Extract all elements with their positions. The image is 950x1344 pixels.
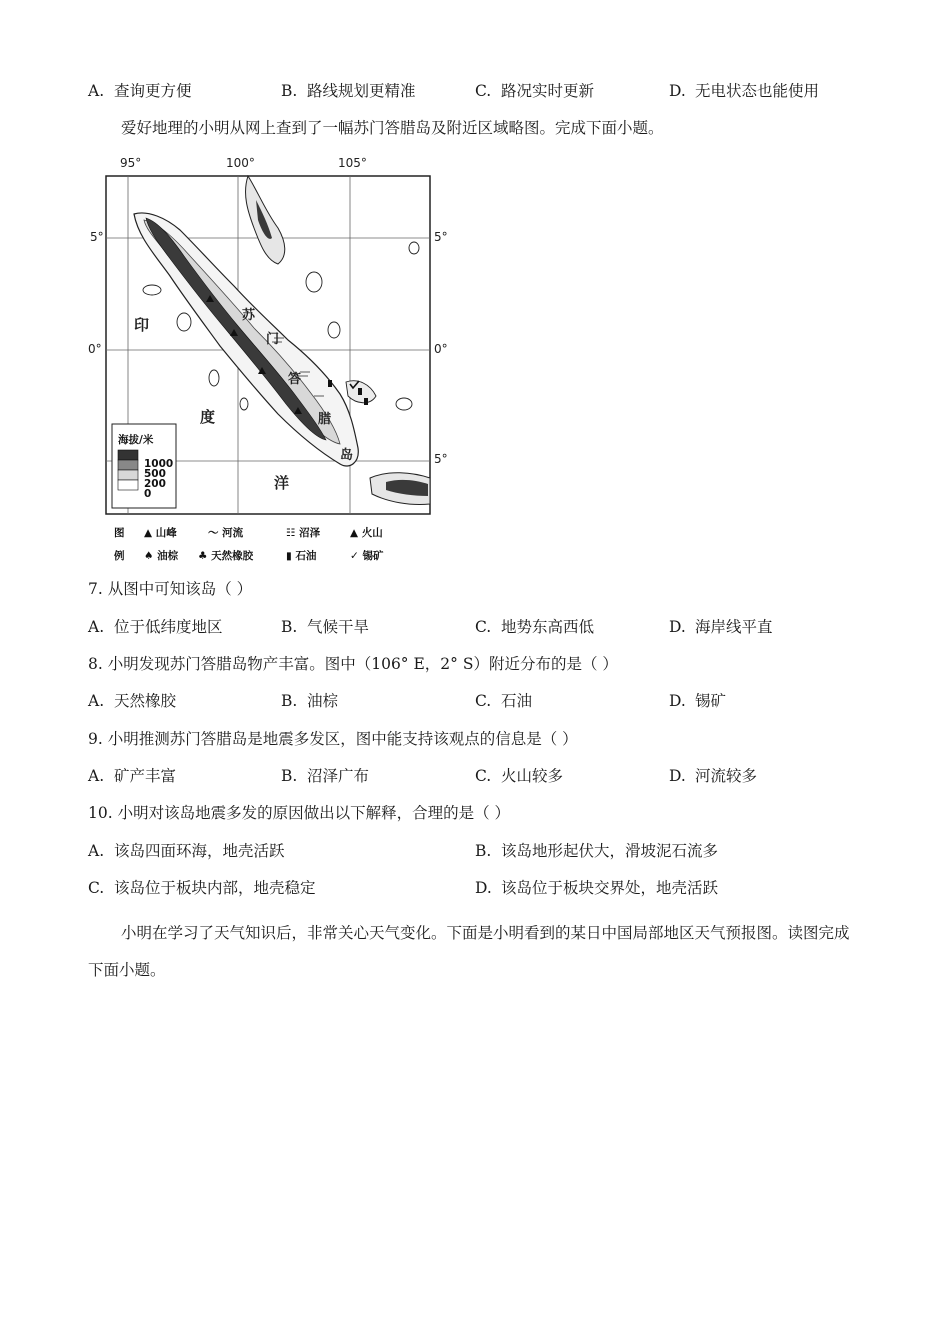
- legend-swatch-0: [118, 480, 138, 490]
- sumatra-map-figure: [88, 152, 460, 572]
- option-letter: C.: [475, 82, 492, 100]
- option-letter: A.: [88, 618, 105, 636]
- sumatra-map: [88, 152, 460, 572]
- lat-tick-left-5n: 5°: [90, 230, 104, 244]
- option-text: 河流较多: [695, 767, 758, 785]
- legend-swatch-500: [118, 460, 138, 470]
- option-text: 路线规划更精准: [307, 82, 416, 100]
- option-text: 该岛四面环海，地壳活跃: [114, 842, 285, 860]
- q7-option-a: [88, 617, 223, 637]
- option-letter: C.: [475, 692, 492, 710]
- option-text: 石油: [501, 692, 533, 710]
- legend-volcano-label: 火山: [361, 527, 383, 539]
- option-letter: B.: [475, 842, 492, 860]
- mentawai-island: [209, 370, 219, 386]
- option-text: 该岛位于板块内部，地壳稳定: [114, 879, 316, 897]
- option-letter: D.: [669, 767, 686, 785]
- q8-option-c: [475, 691, 532, 711]
- option-letter: A.: [88, 842, 105, 860]
- q9-option-b: [281, 766, 369, 786]
- legend-swatch-1000: [118, 450, 138, 460]
- oil-icon: ▮: [286, 550, 292, 562]
- island-label-dao: 岛: [340, 448, 354, 463]
- oil-palm-icon: ♠: [144, 550, 154, 562]
- option-text: 锡矿: [695, 692, 727, 710]
- q9-stem: 9. 小明推测苏门答腊岛是地震多发区，图中能支持该观点的信息是（ ）: [88, 730, 578, 748]
- nias-island: [177, 313, 191, 331]
- option-letter: A.: [88, 692, 105, 710]
- legend-tin-label: 锡矿: [362, 550, 384, 562]
- elevation-level-500: 500: [144, 468, 166, 480]
- option-letter: B.: [281, 692, 298, 710]
- option-letter: D.: [475, 879, 492, 897]
- tin-icon: ✓: [350, 550, 359, 562]
- legend-item-oil-palm: [144, 548, 178, 563]
- option-letter: D.: [669, 82, 686, 100]
- option-letter: D.: [669, 618, 686, 636]
- q10-option-b: [475, 841, 718, 861]
- elevation-level-0: 0: [144, 488, 152, 500]
- option-text: 天然橡胶: [114, 692, 177, 710]
- ocean-label-yin: 印: [134, 316, 150, 334]
- q10-option-d: [475, 878, 718, 898]
- simeulue-island: [143, 285, 161, 295]
- elevation-level-200: 200: [144, 478, 166, 490]
- q10-option-c: [88, 878, 316, 898]
- option-text: 气候干旱: [307, 618, 370, 636]
- option-letter: A.: [88, 767, 105, 785]
- q6-option-d: [669, 81, 819, 101]
- option-text: 位于低纬度地区: [114, 618, 223, 636]
- volcano-icon: ▲: [350, 527, 359, 539]
- q9-option-c: [475, 766, 563, 786]
- q7-option-d: [669, 617, 773, 637]
- legend-swatch-200: [118, 470, 138, 480]
- swamp-icon: ☷: [286, 527, 296, 539]
- island-label-su: 苏: [242, 308, 256, 323]
- legend-label-li: 例: [114, 550, 125, 562]
- legend-oil-label: 石油: [295, 550, 317, 562]
- lat-tick-right-5n: 5°: [434, 230, 448, 244]
- option-text: 路况实时更新: [501, 82, 595, 100]
- small-island: [240, 398, 248, 410]
- lat-tick-left-0: 0°: [88, 342, 102, 356]
- option-text: 该岛位于板块交界处，地壳活跃: [501, 879, 719, 897]
- option-text: 无电状态也能使用: [695, 82, 820, 100]
- legend-item-tin: [350, 548, 383, 563]
- belitung-island: [396, 398, 412, 410]
- legend-rubber-label: 天然橡胶: [211, 550, 254, 562]
- legend-item-oil: [286, 548, 316, 563]
- q9-option-d: [669, 766, 757, 786]
- option-letter: B.: [281, 82, 298, 100]
- ocean-label-yang: 洋: [274, 474, 290, 492]
- island-label-da: 答: [288, 372, 302, 387]
- legend-river-label: 河流: [222, 527, 244, 539]
- legend-swamp-label: 沼泽: [299, 527, 321, 539]
- lat-tick-right-0: 0°: [434, 342, 448, 356]
- q10-option-a: [88, 841, 285, 861]
- option-letter: D.: [669, 692, 686, 710]
- riau-island: [306, 272, 322, 292]
- peak-icon: ▲: [144, 527, 153, 539]
- elevation-legend-title: 海拔/米: [118, 434, 154, 446]
- option-text: 矿产丰富: [114, 767, 177, 785]
- elevation-level-1000: 1000: [144, 458, 174, 470]
- option-text: 查询更方便: [114, 82, 192, 100]
- lon-tick-95: 95°: [120, 156, 142, 170]
- lon-tick-105: 105°: [338, 156, 367, 170]
- legend-oil-palm-label: 油棕: [157, 550, 179, 562]
- intro-paragraph-map: 爱好地理的小明从网上查到了一幅苏门答腊岛及附近区域略图。完成下面小题。: [121, 119, 664, 137]
- legend-label-tu: 图: [114, 527, 125, 539]
- option-letter: B.: [281, 767, 298, 785]
- option-letter: C.: [475, 767, 492, 785]
- lat-tick-right-5s: 5°: [434, 452, 448, 466]
- small-island-east: [409, 242, 419, 254]
- option-text: 地势东高西低: [501, 618, 595, 636]
- q8-option-a: [88, 691, 176, 711]
- lon-tick-100: 100°: [226, 156, 255, 170]
- island-label-la: 腊: [318, 412, 332, 427]
- legend-peak-label: 山峰: [155, 527, 177, 539]
- lingga-island: [328, 322, 340, 338]
- q7-option-b: [281, 617, 369, 637]
- q8-option-b: [281, 691, 338, 711]
- option-letter: B.: [281, 618, 298, 636]
- legend-item-rubber: [198, 548, 253, 563]
- option-text: 油棕: [307, 692, 339, 710]
- ocean-label-du: 度: [200, 408, 216, 426]
- option-text: 海岸线平直: [695, 618, 773, 636]
- intro-paragraph-weather: 小明在学习了天气知识后，非常关心天气变化。下面是小明看到的某日中国局部地区天气预报图。读图完成下面小题。: [88, 924, 850, 979]
- q7-stem: 7. 从图中可知该岛（ ）: [88, 580, 253, 598]
- option-text: 火山较多: [501, 767, 564, 785]
- option-letter: C.: [475, 618, 492, 636]
- q8-option-d: [669, 691, 726, 711]
- q6-option-c: [475, 81, 594, 101]
- option-text: 沼泽广布: [307, 767, 370, 785]
- option-letter: C.: [88, 879, 105, 897]
- q10-stem: 10. 小明对该岛地震多发的原因做出以下解释，合理的是（ ）: [88, 804, 511, 822]
- legend-item-swamp: [286, 525, 320, 540]
- legend-item-volcano: [350, 525, 383, 540]
- island-label-men: 门: [266, 332, 280, 347]
- q8-stem: 8. 小明发现苏门答腊岛物产丰富。图中（106° E，2° S）附近分布的是（ ）: [88, 655, 618, 673]
- option-text: 该岛地形起伏大，滑坡泥石流多: [501, 842, 719, 860]
- rubber-icon: ♣: [198, 550, 208, 562]
- q6-option-a: [88, 81, 192, 101]
- river-icon: 〜: [208, 527, 219, 539]
- q9-option-a: [88, 766, 176, 786]
- legend-item-peak: [144, 525, 177, 540]
- q7-option-c: [475, 617, 594, 637]
- legend-item-river: [208, 525, 243, 540]
- q6-option-b: [281, 81, 416, 101]
- option-letter: A.: [88, 82, 105, 100]
